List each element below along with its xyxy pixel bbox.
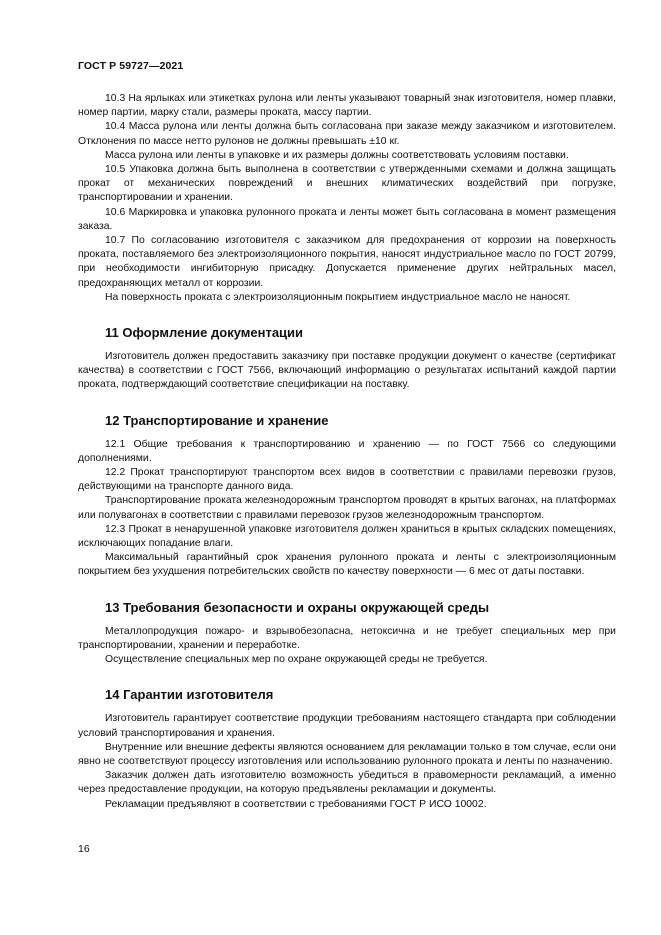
paragraph: Изготовитель гарантирует соответствие продукции требованиям настоящего стандарта при соблюдении условий транспортирования и хранения. — [78, 713, 616, 739]
page-number: 16 — [78, 843, 90, 855]
paragraph: Масса рулона или ленты в упаковке и их размеры должны соответствовать условиям поставки. — [105, 149, 569, 161]
paragraph: 10.6 Маркировка и упаковка рулонного проката и ленты может быть согласована в момент размещения заказа. — [78, 206, 616, 232]
paragraph: 12.1 Общие требования к транспортированию и хранению — по ГОСТ 7566 со следующими дополнениями. — [78, 438, 616, 464]
paragraph: Транспортирование проката железнодорожным транспортом проводят в крытых вагонах, на платформах или полувагонах в соответствии с правилами перевозок грузов железнодорожным транспортом. — [78, 495, 616, 521]
section-12 — [78, 413, 616, 580]
paragraph: Заказчик должен дать изготовителю возможность убедиться в правомерности рекламаций, а именно через предоставление продукции, на которую предъявлены рекламации и документы. — [78, 770, 616, 796]
paragraph: 10.4 Масса рулона или ленты должна быть согласована при заказе между заказчиком и изготовителем. Отклонения по массе нетто рулонов не должны превышать ±10 кг. — [78, 121, 616, 147]
paragraph: 12.2 Прокат транспортируют транспортом всех видов в соответствии с правилами перевозки грузов, действующими на транспорте данного вида. — [78, 467, 616, 493]
section-13 — [78, 600, 616, 668]
section-11 — [78, 325, 616, 393]
document-body — [78, 92, 616, 812]
paragraph: 10.5 Упаковка должна быть выполнена в соответствии с утвержденными схемами и должна защищать прокат от механических повреждений и внешних климатических воздействий при погрузке, транспортировании и хранении. — [78, 164, 616, 204]
document-code-header: ГОСТ Р 59727—2021 — [78, 60, 184, 72]
section-heading: 12 Транспортирование и хранение — [105, 412, 329, 428]
paragraph: 10.3 На ярлыках или этикетках рулона или ленты указывают товарный знак изготовителя, номер плавки, номер партии, марку стали, размеры проката, массу партии. — [78, 93, 616, 119]
paragraph: 10.7 По согласованию изготовителя с заказчиком для предохранения от коррозии на поверхность проката, поставляемого без электроизоляционного покрытия, наносят индустриальное масло по ГОСТ 20799, при необходимости ингибиторную присадку. Допускается применение других нейтральных масел, предохраняющих металл от коррозии. — [78, 235, 616, 289]
section-heading: 14 Гарантии изготовителя — [105, 687, 274, 703]
paragraph: Внутренние или внешние дефекты являются основанием для рекламации только в том случае, если они явно не соответствуют процессу изготовления или использованию рулонного проката и ленты по назначению. — [78, 741, 616, 767]
paragraph: Осуществление специальных мер по охране окружающей среды не требуется. — [105, 654, 488, 666]
paragraph: На поверхность проката с электроизоляционным покрытием индустриальное масло не наносят. — [105, 291, 571, 303]
section-14 — [78, 687, 616, 811]
paragraph: Максимальный гарантийный срок хранения рулонного проката и ленты с электроизоляционным покрытием без ухудшения потребительских свойств по качеству поверхности — 6 мес от даты поставки. — [78, 552, 616, 578]
section-heading: 13 Требования безопасности и охраны окружающей среды — [105, 599, 490, 615]
section-heading: 11 Оформление документации — [105, 325, 304, 341]
section-10-tail — [78, 92, 616, 305]
paragraph: Изготовитель должен предоставить заказчику при поставке продукции документ о качестве (сертификат качества) в соответствии с ГОСТ 7566, включающий информацию о результатах испытаний каждой партии проката, подтверждающий соответствие спецификации на поставку. — [78, 351, 616, 391]
paragraph: Рекламации предъявляют в соответствии с требованиями ГОСТ Р ИСО 10002. — [105, 798, 487, 810]
paragraph: 12.3 Прокат в ненарушенной упаковке изготовителя должен храниться в крытых складских помещениях, исключающих попадание влаги. — [78, 523, 616, 550]
paragraph: Металлопродукция пожаро- и взрывобезопасна, нетоксична и не требует специальных мер при транспортировании, хранении и переработке. — [78, 625, 616, 651]
